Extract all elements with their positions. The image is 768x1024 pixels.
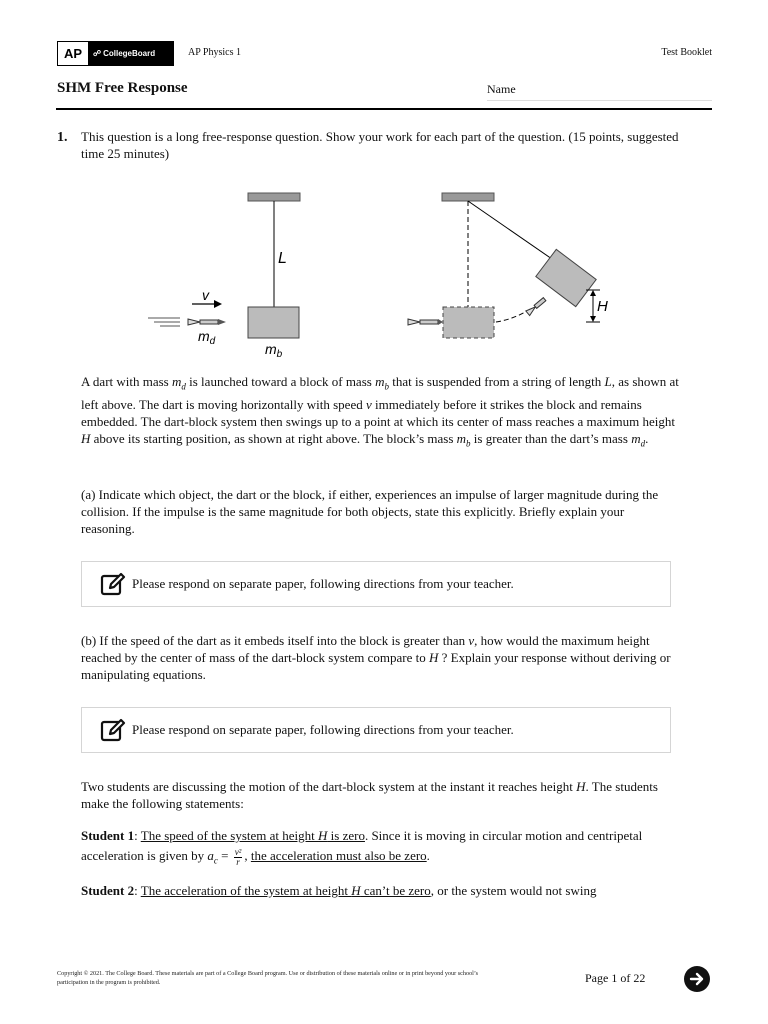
next-page-button[interactable] (684, 966, 710, 992)
student-2-statement: Student 2: The acceleration of the system at height H can’t be zero, or the system would not swing (81, 883, 597, 898)
label-mb: $m_b$ (265, 341, 283, 360)
response-box-b[interactable] (81, 707, 671, 753)
booklet-label: Test Booklet (661, 47, 712, 58)
name-label: Name (487, 82, 516, 96)
label-H: H (597, 298, 608, 315)
dart-left (148, 318, 226, 326)
course-name: AP Physics 1 (188, 47, 241, 58)
arrow-right-icon (689, 971, 705, 987)
problem-description: A dart with mass $m_d$ is launched toward a block of mass $m_b$ that is suspended from a string of length L, as shown at left above. The dart is moving horizontally with speed v immediately before it strikes the block and remains embedded. The dart-block system then swings up to a point at which its center of mass reaches a maximum height H above its starting position, as shown at right above. The block’s mass $m_b$ is greater than the dart’s mass $m_d$. (81, 374, 679, 449)
left-block (248, 307, 299, 338)
name-field[interactable] (487, 100, 712, 101)
label-v: v (202, 287, 209, 303)
label-L: L (278, 250, 287, 267)
part-b-text: (b) If the speed of the dart as it embeds itself into the block is greater than v, how would the maximum height reached by the center of mass of the dart-block system compare to H ? Explain your response without deriving or manipulating equations. (81, 633, 671, 682)
part-c-text: Two students are discussing the motion of the dart-block system at the instant it reaches height H. The students make the following statements: (81, 779, 658, 811)
copyright-notice: Copyright © 2021. The College Board. These materials are part of a College Board program. Use or distribution of these materials online or in print beyond your school’s participation in the program is prohibited. (57, 970, 479, 986)
page-title: SHM Free Response (57, 80, 188, 96)
response-box-a[interactable] (81, 561, 671, 607)
dart-block-diagram (140, 186, 620, 364)
ap-collegeboard-logo (57, 41, 174, 66)
edit-icon (100, 718, 126, 742)
swing-path (496, 308, 532, 322)
dart-right-embedded (526, 297, 547, 316)
header-divider (56, 108, 712, 110)
response-instruction-b: Please respond on separate paper, following directions from your teacher. (132, 722, 514, 737)
dart-right-initial (408, 319, 443, 325)
question-number: 1. (57, 130, 68, 145)
acorn-icon: ☍ (93, 49, 102, 58)
label-md: $m_d$ (198, 328, 216, 347)
right-ceiling (442, 193, 494, 201)
edit-icon (100, 572, 126, 596)
response-instruction-a: Please respond on separate paper, following directions from your teacher. (132, 576, 514, 591)
right-initial-block (443, 307, 494, 338)
left-ceiling (248, 193, 300, 201)
page-number: Page 1 of 22 (585, 971, 646, 985)
velocity-arrowhead (214, 300, 222, 308)
logo-collegeboard (88, 42, 173, 65)
logo-ap-text: AP (58, 42, 88, 65)
right-swung-block (536, 249, 596, 306)
question-intro: This question is a long free-response question. Show your work for each part of the question. (15 points, suggested time 25 minutes) (81, 129, 679, 161)
logo-collegeboard-text: CollegeBoard (103, 49, 156, 58)
part-a-text: (a) Indicate which object, the dart or the block, if either, experiences an impulse of larger magnitude during the collision. If the impulse is the same magnitude for both objects, state this explicitly. Briefly explain your reasoning. (81, 487, 659, 536)
centripetal-fraction: $\frac{\text{v²}}{r}$ (234, 846, 242, 867)
student-1-statement: Student 1: The speed of the system at height H is zero. Since it is moving in circular motion and centripetal acceleration is given by $a_c$ = $\frac{\text{v²}}{r}$ , the acceleration must also be zero. (81, 828, 643, 867)
